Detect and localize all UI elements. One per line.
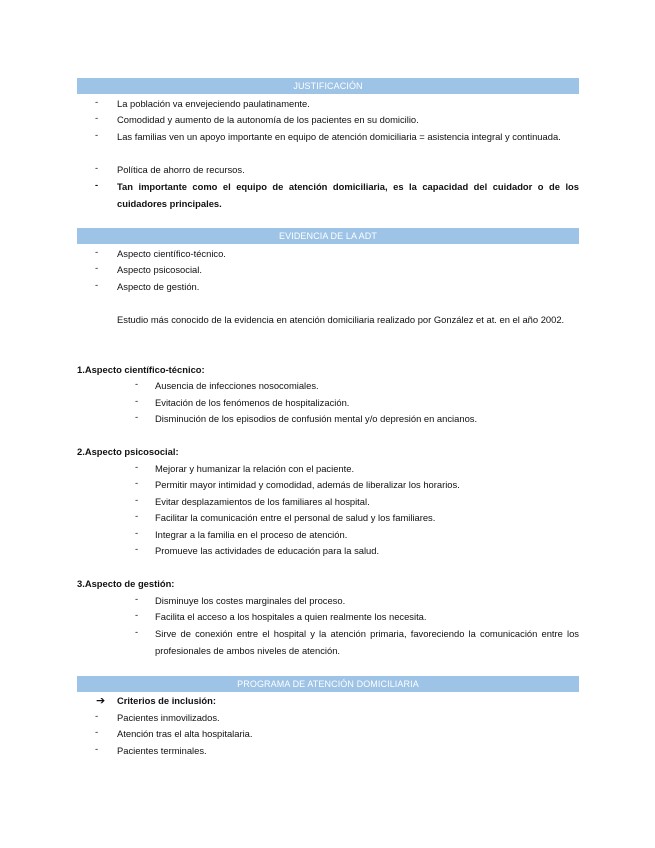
bullet-dash: - (95, 162, 99, 173)
list-item: Evitación de los fenómenos de hospitalización. (155, 397, 350, 408)
list-item: Disminución de los episodios de confusión mental y/o depresión en ancianos. (155, 413, 478, 424)
list-item: Comodidad y aumento de la autonomía de los pacientes en su domicilio. (117, 114, 419, 125)
list-item: Aspecto psicosocial. (117, 264, 202, 275)
list-item: Facilita el acceso a los hospitales a quien realmente los necesita. (155, 611, 427, 622)
list-item: Las familias ven un apoyo importante en equipo de atención domiciliaria = asistencia integral y continuada. (117, 131, 561, 142)
subsection-heading (77, 362, 205, 379)
bullet-dash: - (95, 262, 99, 273)
subsection-heading (77, 444, 179, 461)
bullet-dash: - (95, 129, 99, 140)
list-item: Facilitar la comunicación entre el personal de salud y los familiares. (155, 512, 436, 523)
bullet-dash: - (95, 743, 99, 754)
bullet-dash: - (135, 609, 139, 620)
bullet-dash: - (95, 179, 99, 190)
bullet-dash: - (135, 461, 139, 472)
list-item: Mejorar y humanizar la relación con el paciente. (155, 463, 355, 474)
bullet-dash: - (135, 543, 139, 554)
list-item: Sirve de conexión entre el hospital y la atención primaria, favoreciendo la comunicación entre los profesionales de ambos niveles de atención. (155, 628, 579, 656)
list-item: Política de ahorro de recursos. (117, 164, 245, 175)
bullet-dash: - (95, 96, 99, 107)
bullet-dash: - (135, 626, 139, 637)
subsection-heading (77, 576, 174, 593)
section-header-evidencia: EVIDENCIA DE LA ADT (77, 228, 579, 244)
list-item: Pacientes inmovilizados. (117, 712, 220, 723)
list-item: Permitir mayor intimidad y comodidad, además de liberalizar los horarios. (155, 479, 460, 490)
bullet-dash: - (135, 510, 139, 521)
bullet-dash: - (95, 279, 99, 290)
bullet-dash: - (135, 477, 139, 488)
list-item: Pacientes terminales. (117, 745, 207, 756)
list-item: Aspecto científico-técnico. (117, 248, 226, 259)
bullet-dash: - (135, 395, 139, 406)
list-item-bold: Tan importante como el equipo de atención domiciliaria, es la capacidad del cuidador o de los cuidadores principales. (117, 181, 579, 209)
bullet-dash: - (95, 112, 99, 123)
bullet-dash: - (135, 378, 139, 389)
bullet-dash: - (135, 494, 139, 505)
list-item: Atención tras el alta hospitalaria. (117, 728, 253, 739)
list-item: Promueve las actividades de educación para la salud. (155, 545, 380, 556)
bullet-dash: - (135, 527, 139, 538)
arrow-right-icon: ➔ (96, 695, 106, 707)
section-header-justificacion: JUSTIFICACIÓN (77, 78, 579, 94)
list-item: Ausencia de infecciones nosocomiales. (155, 380, 319, 391)
bullet-dash: - (135, 593, 139, 604)
section-header-programa: PROGRAMA DE ATENCIÓN DOMICILIARIA (77, 676, 579, 692)
criteria-heading: Criterios de inclusión: (117, 695, 216, 706)
subsection-heading-text: 2.Aspecto psicosocial: (77, 446, 179, 457)
bullet-dash: - (95, 710, 99, 721)
list-item: La población va envejeciendo paulatinamente. (117, 98, 310, 109)
bullet-dash: - (95, 246, 99, 257)
subsection-heading-text: 1.Aspecto científico-técnico: (77, 364, 205, 375)
list-item: Integrar a la familia en el proceso de atención. (155, 529, 348, 540)
subsection-heading-text: 3.Aspecto de gestión: (77, 578, 175, 589)
list-item: Evitar desplazamientos de los familiares al hospital. (155, 496, 370, 507)
bullet-dash: - (135, 411, 139, 422)
evidence-paragraph: Estudio más conocido de la evidencia en atención domiciliaria realizado por González et at. en el año 2002. (117, 314, 565, 325)
list-item: Aspecto de gestión. (117, 281, 200, 292)
bullet-dash: - (95, 726, 99, 737)
list-item: Disminuye los costes marginales del proceso. (155, 595, 346, 606)
